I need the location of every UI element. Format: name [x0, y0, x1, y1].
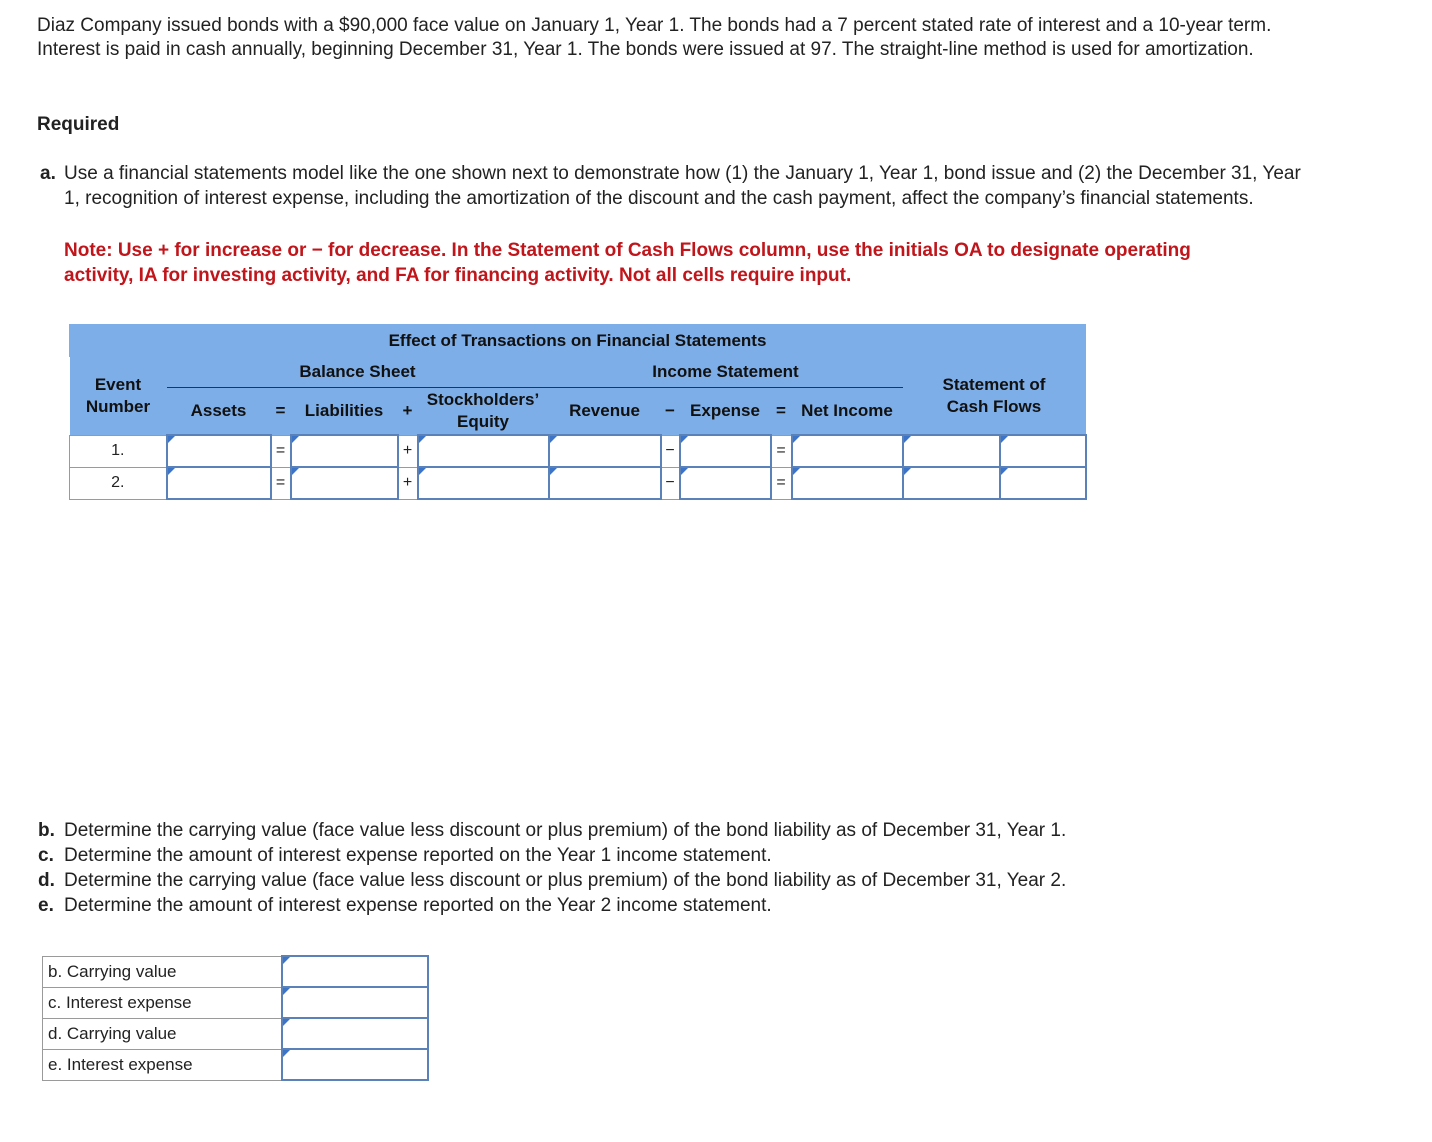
answers-table: [42, 955, 429, 1081]
equals-sign: =: [271, 467, 291, 499]
liabilities-field[interactable]: [292, 468, 397, 498]
cash-flow-activity-input[interactable]: [1000, 435, 1086, 467]
part-b-question: [38, 818, 1314, 843]
interest-expense-year1-input[interactable]: [282, 987, 428, 1018]
equity-header: Stockholders’ Equity: [418, 388, 549, 436]
liabilities-header: Liabilities: [291, 388, 398, 436]
liabilities-input[interactable]: [291, 435, 398, 467]
part-letter: c.: [38, 845, 54, 866]
revenue-input[interactable]: [549, 435, 661, 467]
net-income-field[interactable]: [793, 436, 902, 466]
revenue-field[interactable]: [550, 468, 660, 498]
revenue-field[interactable]: [550, 436, 660, 466]
table-row: [70, 435, 1086, 467]
event-number-header: Event Number: [70, 357, 167, 436]
plus-sign: +: [398, 467, 418, 499]
expense-field[interactable]: [681, 468, 770, 498]
problem-statement: Diaz Company issued bonds with a $90,000 face value on January 1, Year 1. The bonds had a 7 percent stated rate of interest and a 10-year term. Interest is paid in cash annually, beginning December 31, Year 1. The bonds were issued at 97. The straight-line method is used for amortization.: [37, 15, 1272, 60]
assets-header: Assets: [167, 388, 271, 436]
net-income-header: Net Income: [792, 388, 903, 436]
liabilities-field[interactable]: [292, 436, 397, 466]
plus-header: +: [398, 388, 418, 436]
parts-b-to-e: [38, 818, 1314, 918]
assets-input[interactable]: [167, 467, 271, 499]
plus-sign: +: [398, 435, 418, 467]
part-text: Determine the carrying value (face value less discount or plus premium) of the bond liability as of December 31, Year 2.: [64, 870, 1067, 891]
cash-flow-amount-input[interactable]: [903, 435, 1000, 467]
table-row: [43, 987, 428, 1018]
cash-flows-header: Statement of Cash Flows: [903, 357, 1086, 436]
part-e-question: [38, 893, 1314, 918]
net-income-field[interactable]: [793, 468, 902, 498]
assets-input[interactable]: [167, 435, 271, 467]
income-statement-header: Income Statement: [549, 357, 903, 388]
cash-flow-amount-input[interactable]: [903, 467, 1000, 499]
cash-flow-activity-field[interactable]: [1001, 436, 1085, 466]
table-row: [43, 1049, 428, 1080]
expense-field[interactable]: [681, 436, 770, 466]
carrying-value-year2-field[interactable]: [283, 1019, 427, 1048]
part-a-letter: a.: [40, 163, 56, 184]
table-row: [43, 1018, 428, 1049]
liabilities-input[interactable]: [291, 467, 398, 499]
part-d-question: [38, 868, 1314, 893]
net-income-input[interactable]: [792, 435, 903, 467]
part-letter: b.: [38, 820, 55, 841]
carrying-value-year2-input[interactable]: [282, 1018, 428, 1049]
carrying-value-year1-input[interactable]: [282, 956, 428, 987]
interest-expense-year2-field[interactable]: [283, 1050, 427, 1079]
cash-flow-activity-field[interactable]: [1001, 468, 1085, 498]
balance-sheet-header: Balance Sheet: [167, 357, 549, 388]
equals-header: =: [271, 388, 291, 436]
answer-label: c. Interest expense: [43, 987, 282, 1018]
carrying-value-year1-field[interactable]: [283, 957, 427, 986]
minus-sign: −: [661, 467, 680, 499]
answer-label: b. Carrying value: [43, 956, 282, 987]
equity-field[interactable]: [419, 468, 548, 498]
revenue-header: Revenue: [549, 388, 661, 436]
table-title: Effect of Transactions on Financial Statements: [70, 325, 1086, 357]
part-text: Determine the amount of interest expense reported on the Year 2 income statement.: [64, 895, 772, 916]
equals-sign-2: =: [771, 435, 792, 467]
part-text: Determine the amount of interest expense reported on the Year 1 income statement.: [64, 845, 772, 866]
part-letter: d.: [38, 870, 55, 891]
part-a-text: Use a financial statements model like the one shown next to demonstrate how (1) the January 1, Year 1, bond issue and (2) the December 31, Year 1, recognition of interest expense, including the amortization of the discount and the cash payment, affect the company’s financial statements.: [64, 163, 1301, 209]
interest-expense-year1-field[interactable]: [283, 988, 427, 1017]
expense-input[interactable]: [680, 435, 771, 467]
interest-expense-year2-input[interactable]: [282, 1049, 428, 1080]
minus-sign: −: [661, 435, 680, 467]
revenue-input[interactable]: [549, 467, 661, 499]
expense-input[interactable]: [680, 467, 771, 499]
equity-input[interactable]: [418, 467, 549, 499]
answer-label: d. Carrying value: [43, 1018, 282, 1049]
event-number: 1.: [70, 435, 167, 467]
answer-label: e. Interest expense: [43, 1049, 282, 1080]
assets-field[interactable]: [168, 468, 270, 498]
part-letter: e.: [38, 895, 54, 916]
financial-statements-table: [69, 324, 1087, 500]
cash-flow-activity-input[interactable]: [1000, 467, 1086, 499]
equals-sign: =: [271, 435, 291, 467]
equals-header-2: =: [771, 388, 792, 436]
cash-flow-amount-field[interactable]: [904, 468, 999, 498]
cash-flow-amount-field[interactable]: [904, 436, 999, 466]
equity-field[interactable]: [419, 436, 548, 466]
minus-header: −: [661, 388, 680, 436]
event-number: 2.: [70, 467, 167, 499]
table-row: [43, 956, 428, 987]
part-a-question: [40, 161, 1314, 211]
equity-input[interactable]: [418, 435, 549, 467]
part-a-note: Note: Use + for increase or − for decrease. In the Statement of Cash Flows column, use the initials OA to designate operating activity, IA for investing activity, and FA for financing activity. Not all cells require input.: [64, 240, 1191, 286]
required-heading: Required: [37, 114, 120, 135]
table-row: [70, 467, 1086, 499]
part-c-question: [38, 843, 1314, 868]
equals-sign-2: =: [771, 467, 792, 499]
expense-header: Expense: [680, 388, 771, 436]
assets-field[interactable]: [168, 436, 270, 466]
net-income-input[interactable]: [792, 467, 903, 499]
part-text: Determine the carrying value (face value less discount or plus premium) of the bond liability as of December 31, Year 1.: [64, 820, 1067, 841]
